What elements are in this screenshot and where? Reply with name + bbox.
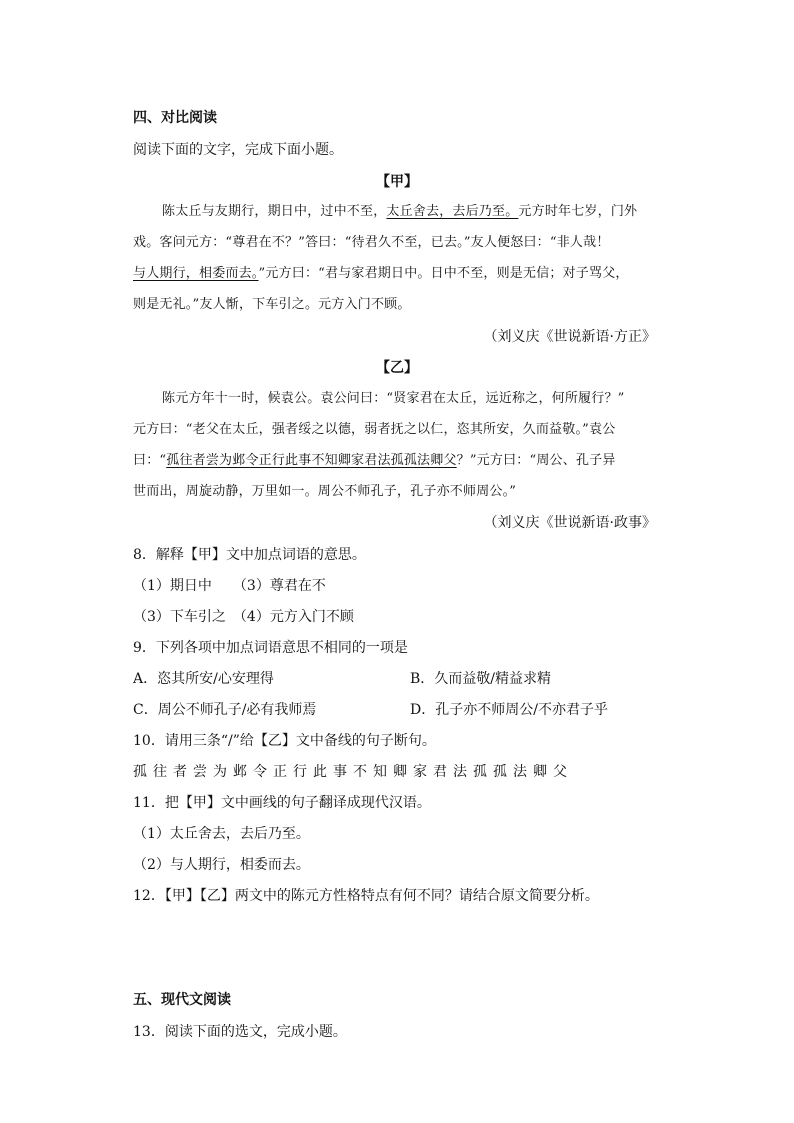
passage-text: 元方时年七岁，门外	[518, 204, 638, 219]
question-9: 9．下列各项中加点词语意思不相同的一项是	[133, 640, 408, 656]
question-10-text: 孤往者尝为邺令正行此事不知卿家君法孤孤法卿父	[133, 764, 573, 780]
passage-jia-line: 则是无礼。”友人惭，下车引之。元方入门不顾。	[133, 297, 411, 312]
question-9-option-b: B．久而益敬/精益求精	[410, 671, 552, 687]
question-11-item: （2）与人期行，相委而去。	[133, 857, 310, 873]
question-8-item: （3）下车引之 （4）元方入门不顾	[133, 609, 354, 625]
passage-yi-line: 陈元方年十一时，候袁公。袁公问曰：“贤家君在太丘，远近称之，何所履行？”	[162, 391, 625, 406]
question-12: 12．【甲】【乙】两文中的陈元方性格特点有何不同？请结合原文简要分析。	[133, 888, 599, 904]
section-heading: 四、对比阅读	[133, 110, 217, 126]
question-13: 13．阅读下面的选文，完成小题。	[133, 1024, 347, 1040]
question-9-option-c: C．周公不师孔子/必有我师焉	[133, 702, 317, 718]
question-10: 10．请用三条“/”给【乙】文中备线的句子断句。	[133, 733, 436, 749]
passage-text: ？”元方曰：“周公、孔子异	[456, 453, 616, 468]
passage-yi-line: 世而出，周旋动静，万里如一。周公不师孔子，孔子亦不师周公。”	[133, 484, 517, 499]
passage-text: ”元方曰：“君与家君期日中。日中不至，则是无信；对子骂父，	[258, 266, 629, 281]
section-heading: 五、现代文阅读	[133, 992, 231, 1008]
question-11-item: （1）太丘舍去，去后乃至。	[133, 826, 310, 842]
passage-jia-line	[133, 264, 629, 284]
passage-text: 陈太丘与友期行，期日中，过中不至，	[162, 204, 387, 219]
question-11: 11．把【甲】文中画线的句子翻译成现代汉语。	[133, 795, 431, 811]
passage-source: （刘义庆《世说新语·政事》	[483, 515, 656, 531]
question-8-item: （1）期日中 （3）尊君在不	[133, 578, 326, 594]
underlined-sentence: 与人期行，相委而去。	[133, 266, 259, 281]
passage-jia-line: 戏。客问元方：“尊君在不？”答曰：“待君久不至，已去。”友人便怒曰：“非人哉！	[133, 235, 610, 250]
question-8: 8．解释【甲】文中加点词语的意思。	[133, 547, 366, 563]
passage-yi-line: 元方曰：“老父在太丘，强者绥之以德，弱者抚之以仁，恣其所安，久而益敬。”袁公	[133, 422, 616, 437]
question-9-option-d: D．孔子亦不师周公/不亦君子乎	[410, 702, 608, 718]
underlined-sentence: 太丘舍去，去后乃至。	[386, 204, 519, 219]
passage-yi-label: 【乙】	[376, 360, 418, 376]
underlined-sentence: 孤往者尝为邺令正行此事不知卿家君法孤孤法卿父	[166, 453, 457, 468]
passage-text: 曰：“	[133, 453, 167, 468]
passage-source: （刘义庆《世说新语·方正》	[483, 329, 656, 345]
passage-yi-line	[133, 451, 616, 471]
section-intro: 阅读下面的文字，完成下面小题。	[133, 142, 343, 158]
question-9-option-a: A．恣其所安/心安理得	[133, 671, 274, 687]
passage-jia-label: 【甲】	[376, 174, 418, 190]
passage-jia-line	[162, 202, 637, 222]
